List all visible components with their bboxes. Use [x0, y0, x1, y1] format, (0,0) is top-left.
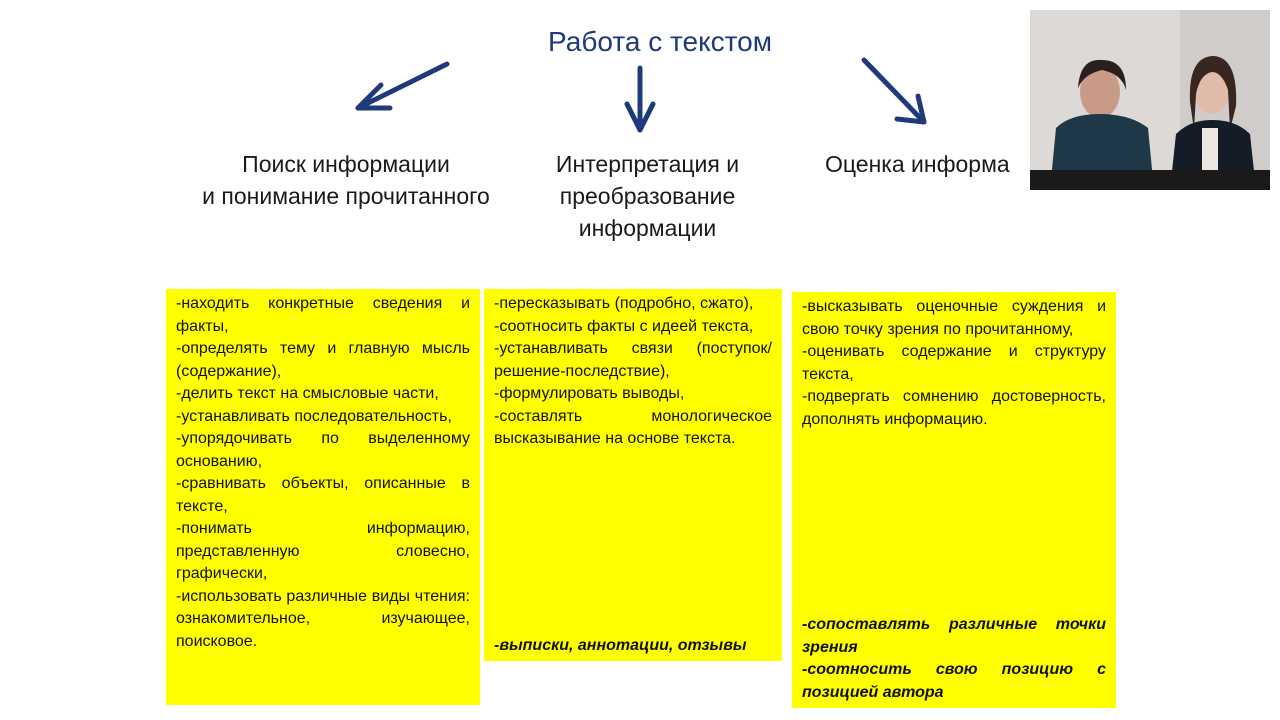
list-item: -составлять монологическое высказывание на основе текста. — [494, 407, 772, 447]
emphasis-list — [494, 635, 772, 658]
emphasis-list — [802, 614, 1106, 704]
heading-interpretation: Интерпретация и преобразование информации — [555, 151, 740, 241]
webcam-video-icon — [1030, 10, 1270, 190]
heading-evaluation: Оценка информа — [825, 151, 1010, 177]
emphasis-item: -сопоставлять различные точки зрения — [802, 616, 1106, 656]
list-item: -соотносить факты с идеей текста, — [494, 317, 754, 335]
heading-search: Поиск информации и понимание прочитанного — [202, 151, 490, 209]
list-item: -сравнивать объекты, описанные в тексте, — [176, 475, 470, 515]
arrow-left-icon — [358, 64, 447, 108]
list-item: -устанавливать связи (поступок/решение-последствие), — [494, 340, 772, 380]
list-item: -устанавливать последовательность, — [176, 407, 452, 425]
slide-title: Работа с текстом — [548, 26, 772, 57]
list-item: -делить текст на смысловые части, — [176, 385, 439, 402]
emphasis-item: -выписки, аннотации, отзывы — [494, 636, 747, 654]
list-item: -упорядочивать по выделенному основанию, — [176, 430, 470, 470]
skills-list — [802, 296, 1106, 431]
list-item: -подвергать сомнению достоверность, дополнять информацию. — [802, 388, 1106, 428]
list-item: -находить конкретные сведения и факты, — [176, 295, 470, 335]
skills-list — [494, 293, 772, 451]
arrow-down-icon — [627, 68, 653, 130]
list-item: -высказывать оценочные суждения и свою точку зрения по прочитанному, — [802, 298, 1106, 338]
list-item: -понимать информацию, представленную словесно, графически, — [176, 520, 470, 582]
skills-box-search — [166, 289, 480, 705]
skills-box-interpretation — [484, 289, 782, 661]
skills-list — [176, 293, 470, 653]
list-item: -использовать различные виды чтения: ознакомительное, изучающее, поисковое. — [176, 587, 470, 650]
list-item: -оценивать содержание и структуру текста, — [802, 343, 1106, 383]
webcam-video-overlay[interactable] — [1030, 10, 1270, 190]
arrow-right-icon — [864, 60, 924, 122]
list-item: -формулировать выводы, — [494, 385, 685, 402]
emphasis-item: -соотносить свою позицию с позицией автора — [802, 661, 1106, 701]
list-item: -определять тему и главную мысль (содержание), — [176, 340, 470, 380]
list-item: -пересказывать (подробно, сжато), — [494, 295, 754, 312]
skills-box-evaluation — [792, 292, 1116, 708]
